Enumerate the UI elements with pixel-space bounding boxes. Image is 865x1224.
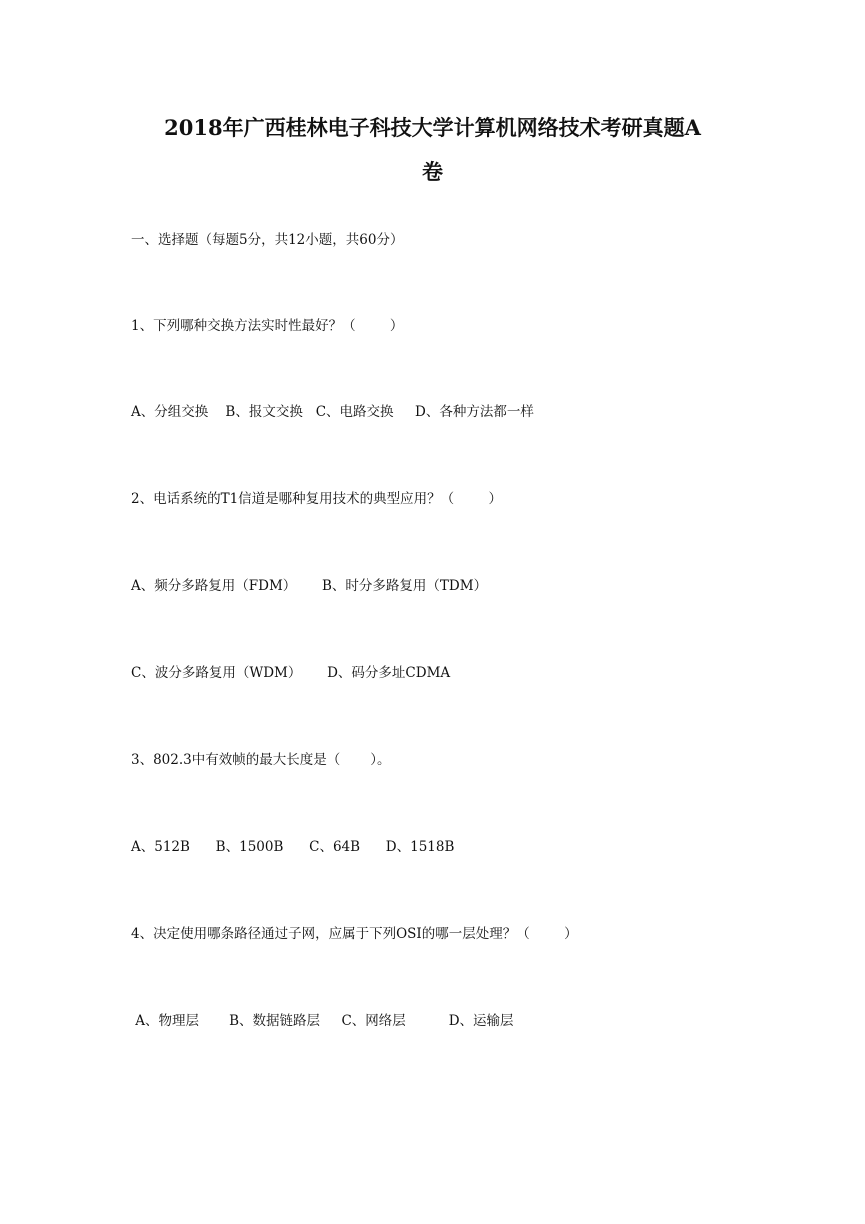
question-2-stem: 2、电话系统的T1信道是哪种复用技术的典型应用？（ ） <box>131 491 503 507</box>
section-heading: 一、选择题（每题5分，共12小题，共60分） <box>131 232 404 248</box>
question-3-stem: 3、802.3中有效帧的最大长度是（ ）。 <box>131 752 391 768</box>
question-4-stem: 4、决定使用哪条路径通过子网，应属于下列OSI的哪一层处理？（ ） <box>131 926 578 942</box>
document-title-line-1: 2018年广西桂林电子科技大学计算机网络技术考研真题A <box>164 115 701 140</box>
question-1-options: A、分组交换 B、报文交换 C、电路交换 D、各种方法都一样 <box>131 404 534 420</box>
question-3-options: A、512B B、1500B C、64B D、1518B <box>131 839 455 855</box>
question-4-options: A、物理层 B、数据链路层 C、网络层 D、运输层 <box>131 1013 514 1029</box>
question-2-options-row-1: A、频分多路复用（FDM） B、时分多路复用（TDM） <box>131 578 488 594</box>
document-title-line-2: 卷 <box>422 159 443 184</box>
question-2-options-row-2: C、波分多路复用（WDM） D、码分多址CDMA <box>131 665 451 681</box>
question-1-stem: 1、下列哪种交换方法实时性最好？（ ） <box>131 318 404 334</box>
